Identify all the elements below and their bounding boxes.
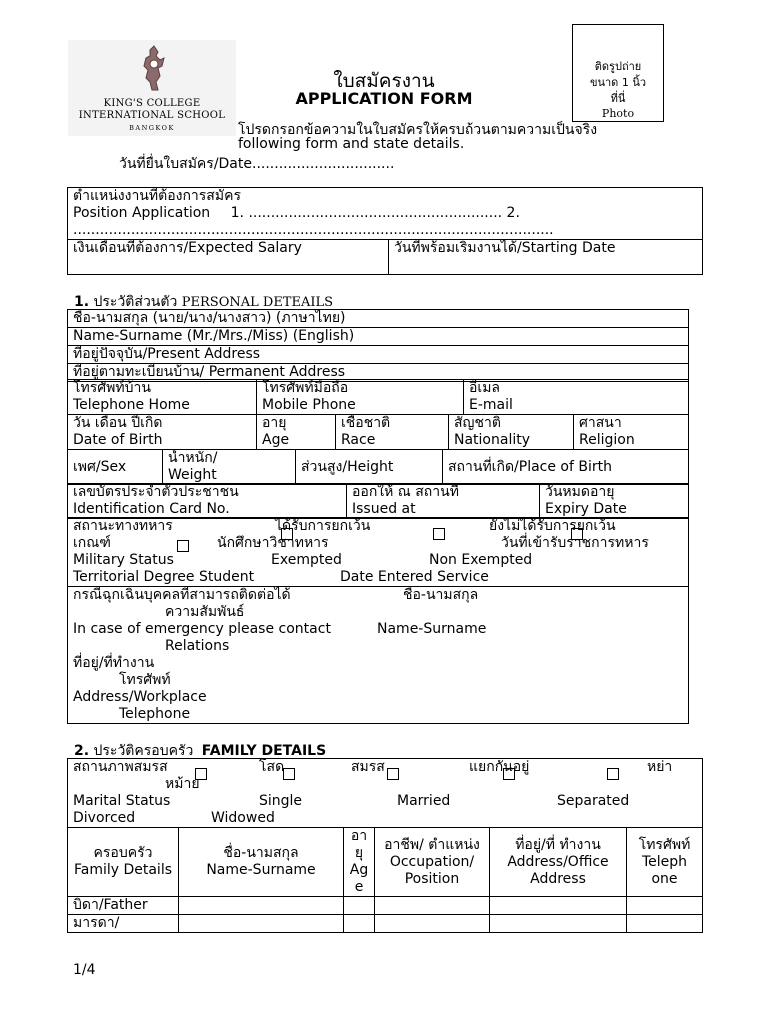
weight-label: Weight <box>168 467 217 483</box>
email-label: E-mail <box>469 397 513 413</box>
idcard-thai: เลขบัตรประจำตัวประชาชน <box>73 484 239 500</box>
tel-home-cell[interactable] <box>68 380 257 415</box>
date-entered-label: Date Entered Service <box>340 569 489 585</box>
married-thai: สมรส <box>351 759 385 775</box>
intro-english: following form and state details. <box>238 136 465 152</box>
married-checkbox[interactable] <box>283 768 295 780</box>
col-occupation-thai: อาชีพ/ ตำแหน่ง <box>384 836 480 853</box>
emergency-content <box>73 587 683 723</box>
emergency-cell[interactable] <box>68 587 689 724</box>
table-row <box>68 897 703 915</box>
tel-home-thai: โทรศัพท์บ้าน <box>73 380 151 396</box>
age-label: Age <box>262 432 290 448</box>
position-dots: ............................................................................................................ <box>73 222 554 238</box>
application-date[interactable]: วันที่ยื่นใบสมัคร/Date................................ <box>119 156 395 172</box>
expected-salary-cell[interactable] <box>68 240 389 275</box>
widowed-thai: หม้าย <box>165 776 200 792</box>
table-row <box>68 915 703 933</box>
race-thai: เชื้อชาติ <box>341 415 391 431</box>
contact-table <box>67 379 689 415</box>
logo-text-line2: INTERNATIONAL SCHOOL <box>78 110 226 121</box>
section2-thai: ประวัติครอบครัว <box>93 743 194 759</box>
father-telephone-cell[interactable] <box>627 897 703 915</box>
idcard-label: Identification Card No. <box>73 501 230 517</box>
expected-salary-label: เงินเดือนที่ต้องการ/Expected Salary <box>73 240 302 256</box>
father-occupation-cell[interactable] <box>375 897 490 915</box>
present-address-label: ที่อยู่ปัจจุบัน/Present Address <box>73 346 261 362</box>
photo-box[interactable] <box>572 24 664 122</box>
exempted-thai: ได้รับการยกเว้น <box>275 518 371 534</box>
sex-label: เพศ/Sex <box>73 458 127 475</box>
religion-thai: ศาสนา <box>579 415 622 431</box>
permanent-address-label: ที่อยู่ตามทะเบียนบ้าน/ Permanent Address <box>73 364 346 380</box>
starting-date-cell[interactable] <box>389 240 703 275</box>
col-telephone-thai: โทรศัพท์ <box>638 836 691 853</box>
page-number: 1/4 <box>73 962 96 978</box>
section2-english: FAMILY DETAILS <box>201 743 327 759</box>
issued-cell[interactable] <box>347 484 540 519</box>
name-english-cell[interactable] <box>68 328 689 346</box>
position-choices: 1. ......................................................... 2. <box>230 205 520 221</box>
id-table <box>67 483 689 519</box>
nationality-label: Nationality <box>454 432 531 448</box>
non-exempted-checkbox[interactable] <box>433 528 445 540</box>
emergency-name-label: Name-Surname <box>377 621 487 637</box>
col-family-thai: ครอบครัว <box>93 845 153 861</box>
issued-label: Issued at <box>352 501 416 517</box>
expiry-cell[interactable] <box>540 484 689 519</box>
married-label: Married <box>397 793 451 809</box>
name-english-label: Name-Surname (Mr./Mrs./Miss) (English) <box>73 328 355 344</box>
mother-age-cell[interactable] <box>344 915 375 933</box>
logo-text-line3: BANGKOK <box>129 124 175 132</box>
address-work-thai: ที่อยู่/ที่ทำงาน <box>73 655 155 671</box>
date-entered-thai: วันที่เข้ารับราชการทหาร <box>501 535 649 551</box>
photo-label: Photo <box>601 107 635 120</box>
military-cell <box>68 518 689 587</box>
marital-content <box>73 759 697 827</box>
tel-home-label: Telephone Home <box>73 397 190 413</box>
widowed-label: Widowed <box>211 810 275 826</box>
mother-occupation-cell[interactable] <box>375 915 490 933</box>
race-cell[interactable] <box>336 415 449 450</box>
territorial-label: Territorial Degree Student <box>73 569 255 585</box>
mobile-thai: โทรศัพท์มือถือ <box>262 380 349 396</box>
address-work-label: Address/Workplace <box>73 689 207 705</box>
col-name-label: Name-Surname <box>206 862 316 878</box>
position-line <box>73 205 697 222</box>
separated-checkbox[interactable] <box>387 768 399 780</box>
weight-thai: น้ำหนัก/ <box>168 450 218 466</box>
family-table <box>67 758 703 933</box>
race-label: Race <box>341 432 376 448</box>
col-age <box>344 828 375 897</box>
marital-thai: สถานภาพสมรส <box>73 759 168 775</box>
religion-cell[interactable] <box>574 415 689 450</box>
relation-thai: ความสัมพันธ์ <box>165 604 245 620</box>
name-thai-label: ชื่อ-นามสกุล (นาย/นาง/นางสาว) (ภาษาไทย) <box>73 310 346 326</box>
col-address <box>490 828 627 897</box>
father-address-cell[interactable] <box>490 897 627 915</box>
row-mother-text: มารดา/ <box>73 915 120 931</box>
position-table <box>67 187 703 275</box>
expiry-thai: วันหมดอายุ <box>545 484 615 500</box>
personal-name-table <box>67 309 689 382</box>
col-age-thai: อา ยุ <box>350 828 368 861</box>
logo-text-line1: KING'S COLLEGE <box>103 98 201 109</box>
emergency-thai: กรณีฉุกเฉินบุคคลที่สามารถติดต่อได้ <box>73 587 291 603</box>
mother-name-cell[interactable] <box>179 915 344 933</box>
exempted-checkbox[interactable] <box>177 540 189 552</box>
position-cell[interactable] <box>68 188 703 240</box>
col-address-label: Address/Office Address <box>507 853 609 887</box>
position-label: Position Application <box>73 205 211 221</box>
col-name <box>179 828 344 897</box>
crest-icon <box>134 42 174 94</box>
sex-cell[interactable] <box>68 450 163 485</box>
dob-cell[interactable] <box>68 415 257 450</box>
dob-thai: วัน เดือน ปีเกิด <box>73 415 163 431</box>
col-family <box>68 828 179 897</box>
nationality-cell[interactable] <box>449 415 574 450</box>
father-age-cell[interactable] <box>344 897 375 915</box>
telephone-label: Telephone <box>119 706 191 722</box>
row-mother-label <box>68 915 179 933</box>
emergency-label: In case of emergency please contact <box>73 621 331 637</box>
col-address-thai: ที่อยู่/ที่ ทำงาน <box>515 836 601 853</box>
relations-label: Relations <box>165 638 230 654</box>
section1-num: 1. <box>74 294 90 310</box>
issued-thai: ออกให้ ณ สถานที่ <box>352 484 459 500</box>
divorced-thai: หย่า <box>647 759 673 775</box>
territorial-checkbox[interactable] <box>281 528 293 540</box>
email-thai: อีเมล <box>469 380 501 396</box>
email-cell[interactable] <box>464 380 689 415</box>
mobile-cell[interactable] <box>257 380 464 415</box>
row-father-text: บิดา/Father <box>73 897 148 913</box>
non-exempted-label: Non Exempted <box>429 552 533 568</box>
mother-address-cell[interactable] <box>490 915 627 933</box>
birth-table <box>67 414 689 450</box>
divorced-checkbox[interactable] <box>503 768 515 780</box>
marital-label: Marital Status <box>73 793 171 809</box>
photo-thai-3: ที่นี่ <box>610 92 626 105</box>
position-thai: ตำแหน่งงานที่ต้องการสมัคร <box>73 188 241 204</box>
marital-cell <box>68 759 703 828</box>
military-thai-2: เกณฑ์ <box>73 535 111 551</box>
physical-table <box>67 449 689 485</box>
col-family-label: Family Details <box>73 862 173 878</box>
military-table <box>67 517 689 587</box>
section1-thai: ประวัติส่วนตัว <box>93 294 178 310</box>
photo-thai-1: ติดรูปถ่าย <box>594 60 642 73</box>
school-logo <box>68 40 236 136</box>
family-header-row <box>68 828 703 897</box>
height-cell[interactable] <box>296 450 443 485</box>
photo-thai-2: ขนาด 1 นิ้ว <box>589 76 647 89</box>
section1-english: PERSONAL DETEAILS <box>181 295 334 310</box>
height-label: ส่วนสูง/Height <box>301 458 394 475</box>
separated-thai: แยกกันอยู่ <box>469 759 530 775</box>
birthplace-cell[interactable] <box>443 450 689 485</box>
military-thai: สถานะทางทหาร <box>73 518 173 534</box>
intro-thai: โปรดกรอกข้อความในใบสมัครให้ครบถ้วนตามความเป็นจริง <box>238 122 598 138</box>
idcard-cell[interactable] <box>68 484 347 519</box>
exempted-label: Exempted <box>271 552 342 568</box>
non-exempted-thai: ยังไม่ได้รับการยกเว้น <box>489 518 616 534</box>
title-english: APPLICATION FORM <box>295 89 473 108</box>
age-thai: อายุ <box>262 415 287 431</box>
emergency-name-thai: ชื่อ-นามสกุล <box>403 587 479 603</box>
religion-label: Religion <box>579 432 635 448</box>
col-age-label: Ag e <box>349 862 369 895</box>
military-label: Military Status <box>73 552 174 568</box>
section2-num: 2. <box>74 743 90 759</box>
nationality-thai: สัญชาติ <box>454 415 501 431</box>
single-thai: โสด <box>259 759 285 775</box>
col-occupation-label: Occupation/ Position <box>389 853 475 887</box>
row-father-label <box>68 897 179 915</box>
age-cell[interactable] <box>257 415 336 450</box>
telephone-thai: โทรศัพท์ <box>119 672 171 688</box>
father-name-cell[interactable] <box>179 897 344 915</box>
separated-label: Separated <box>557 793 630 809</box>
territorial-thai: นักศึกษาวิชาทหาร <box>217 535 329 551</box>
weight-cell[interactable] <box>163 450 296 485</box>
divorced-label: Divorced <box>73 810 136 826</box>
starting-date-label: วันที่พร้อมเริ่มงานได้/Starting Date <box>394 240 616 256</box>
birthplace-label: สถานที่เกิด/Place of Birth <box>448 458 612 475</box>
mother-telephone-cell[interactable] <box>627 915 703 933</box>
dob-label: Date of Birth <box>73 432 163 448</box>
single-label: Single <box>259 793 303 809</box>
military-content <box>73 518 683 586</box>
present-address-cell[interactable] <box>68 346 689 364</box>
emergency-table <box>67 586 689 724</box>
col-telephone <box>627 828 703 897</box>
name-thai-cell[interactable] <box>68 310 689 328</box>
expiry-label: Expiry Date <box>545 501 627 517</box>
col-name-thai: ชื่อ-นามสกุล <box>223 845 299 861</box>
title-thai: ใบสมัครงาน <box>333 70 435 92</box>
widowed-checkbox[interactable] <box>607 768 619 780</box>
col-telephone-label: Teleph one <box>641 853 688 887</box>
mobile-label: Mobile Phone <box>262 397 356 413</box>
col-occupation <box>375 828 490 897</box>
